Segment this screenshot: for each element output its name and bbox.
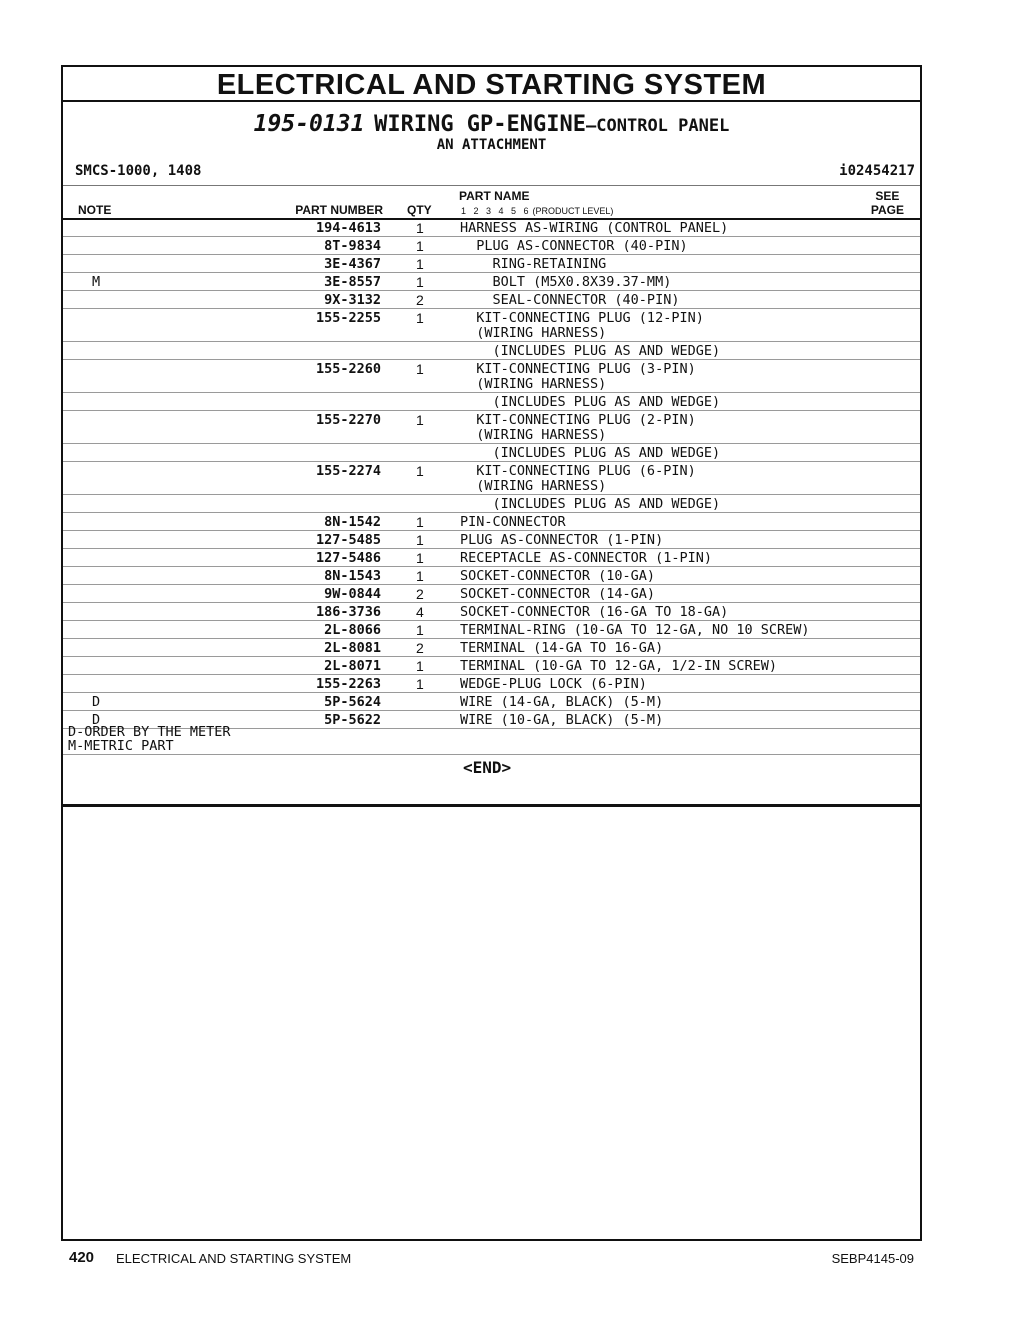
footer-section: ELECTRICAL AND STARTING SYSTEM — [116, 1251, 352, 1266]
row-qty: 1 — [416, 220, 424, 236]
row-part-number: 155-2260 — [315, 361, 381, 377]
part-name-line: WIRE (14-GA, BLACK) (5-M) — [460, 694, 664, 710]
part-name-line: SOCKET-CONNECTOR (14-GA) — [460, 586, 656, 602]
part-name-line: (WIRING HARNESS) — [460, 376, 607, 392]
row-part-name — [460, 413, 696, 443]
row-note: M — [92, 274, 101, 290]
row-qty: 1 — [416, 532, 424, 548]
table-row — [63, 675, 920, 693]
row-qty: 1 — [416, 622, 424, 638]
table-row — [63, 495, 920, 513]
row-part-name — [460, 344, 720, 359]
part-name-line: PLUG AS-CONNECTOR (40-PIN) — [460, 238, 688, 254]
row-qty: 1 — [416, 310, 424, 326]
row-qty: 4 — [416, 604, 424, 620]
row-part-name — [460, 293, 679, 308]
row-part-name — [460, 623, 810, 638]
row-note: D — [92, 694, 101, 710]
row-part-number: 155-2274 — [315, 463, 381, 479]
row-part-name — [460, 659, 777, 674]
table-row — [63, 360, 920, 393]
level-numbers: 1 2 3 4 5 6 — [461, 206, 529, 216]
table-row — [63, 342, 920, 360]
row-part-name — [460, 362, 696, 392]
table-row — [63, 462, 920, 495]
row-qty: 1 — [416, 550, 424, 566]
part-name-line: RECEPTACLE AS-CONNECTOR (1-PIN) — [460, 550, 712, 566]
row-qty: 2 — [416, 292, 424, 308]
part-name-line: PLUG AS-CONNECTOR (1-PIN) — [460, 532, 664, 548]
row-qty: 1 — [416, 412, 424, 428]
row-part-name — [460, 605, 728, 620]
row-qty: 1 — [416, 463, 424, 479]
table-row — [63, 291, 920, 309]
row-part-name — [460, 587, 655, 602]
end-marker: <END> — [463, 758, 512, 777]
row-part-name — [460, 515, 566, 530]
part-name-line: (INCLUDES PLUG AS AND WEDGE) — [460, 394, 721, 410]
part-name-line: KIT-CONNECTING PLUG (6-PIN) — [460, 463, 696, 479]
group-name-sub: CONTROL PANEL — [596, 116, 730, 136]
table-row — [63, 693, 920, 711]
row-qty: 1 — [416, 274, 424, 290]
row-part-number: 5P-5622 — [324, 712, 381, 728]
row-qty: 2 — [416, 586, 424, 602]
part-name-line: (INCLUDES PLUG AS AND WEDGE) — [460, 496, 721, 512]
row-part-number: 155-2270 — [315, 412, 381, 428]
row-part-number: 155-2255 — [315, 310, 381, 326]
group-name-dash: — — [586, 116, 597, 136]
row-qty: 1 — [416, 658, 424, 674]
table-row — [63, 639, 920, 657]
row-part-name — [460, 497, 720, 512]
row-qty: 1 — [416, 361, 424, 377]
document-number: SEBP4145-09 — [831, 1251, 914, 1266]
row-part-number: 3E-8557 — [324, 274, 381, 290]
row-part-name — [460, 395, 720, 410]
part-name-line: HARNESS AS-WIRING (CONTROL PANEL) — [460, 220, 729, 236]
table-row — [63, 621, 920, 639]
page-label: PAGE — [870, 203, 904, 217]
row-part-number: 9X-3132 — [324, 292, 381, 308]
row-part-name — [460, 275, 671, 290]
table-row — [63, 237, 920, 255]
row-part-name — [460, 551, 712, 566]
part-name-line: SOCKET-CONNECTOR (10-GA) — [460, 568, 656, 584]
column-levels — [461, 206, 613, 216]
row-part-name — [460, 257, 606, 272]
part-name-line: (INCLUDES PLUG AS AND WEDGE) — [460, 445, 721, 461]
part-name-line: TERMINAL (10-GA TO 12-GA, 1/2-IN SCREW) — [460, 658, 777, 674]
table-row — [63, 255, 920, 273]
row-note: D — [92, 712, 101, 728]
row-part-number: 2L-8066 — [324, 622, 381, 638]
illustration-id: i02454217 — [839, 163, 915, 179]
part-name-line: (WIRING HARNESS) — [460, 478, 607, 494]
row-part-name — [460, 569, 655, 584]
table-row — [63, 219, 920, 237]
parts-table — [63, 219, 920, 729]
row-part-number: 3E-4367 — [324, 256, 381, 272]
row-qty: 1 — [416, 676, 424, 692]
part-name-line: (WIRING HARNESS) — [460, 427, 607, 443]
column-part-number: PART NUMBER — [295, 203, 383, 217]
table-row — [63, 603, 920, 621]
part-name-line: KIT-CONNECTING PLUG (12-PIN) — [460, 310, 704, 326]
part-name-line: SOCKET-CONNECTOR (16-GA TO 18-GA) — [460, 604, 729, 620]
column-part-name: PART NAME — [459, 189, 530, 203]
row-part-name — [460, 221, 728, 236]
column-qty: QTY — [407, 203, 432, 217]
row-part-name — [460, 641, 663, 656]
part-name-line: BOLT (M5X0.8X39.37-MM) — [460, 274, 672, 290]
part-name-line: WIRE (10-GA, BLACK) (5-M) — [460, 712, 664, 728]
row-part-name — [460, 695, 663, 710]
row-part-number: 5P-5624 — [324, 694, 381, 710]
row-qty: 1 — [416, 568, 424, 584]
row-part-number: 127-5485 — [315, 532, 381, 548]
column-header — [63, 185, 920, 220]
row-part-number: 2L-8081 — [324, 640, 381, 656]
part-name-line: TERMINAL-RING (10-GA TO 12-GA, NO 10 SCREW) — [460, 622, 810, 638]
row-part-number: 194-4613 — [315, 220, 381, 236]
group-number: 195-0131 — [253, 111, 365, 137]
table-row — [63, 411, 920, 444]
footnote-d: D-ORDER BY THE METER — [68, 724, 231, 740]
part-name-line: KIT-CONNECTING PLUG (3-PIN) — [460, 361, 696, 377]
part-name-line: WEDGE-PLUG LOCK (6-PIN) — [460, 676, 647, 692]
row-part-number: 186-3736 — [315, 604, 381, 620]
row-part-number: 8T-9834 — [324, 238, 381, 254]
see-label: SEE — [875, 189, 900, 203]
part-name-line: RING-RETAINING — [460, 256, 607, 272]
row-part-name — [460, 464, 696, 494]
smcs-code: SMCS-1000, 1408 — [75, 163, 202, 179]
column-see-page — [871, 189, 904, 217]
part-name-line: SEAL-CONNECTOR (40-PIN) — [460, 292, 680, 308]
section-divider — [63, 804, 920, 807]
table-row — [63, 567, 920, 585]
row-part-name — [460, 446, 720, 461]
table-row — [63, 393, 920, 411]
row-part-name — [460, 533, 663, 548]
group-name-main: WIRING GP-ENGINE — [374, 112, 587, 137]
parts-list-frame — [61, 65, 922, 1241]
row-part-number: 127-5486 — [315, 550, 381, 566]
row-part-number: 8N-1543 — [324, 568, 381, 584]
part-name-line: PIN-CONNECTOR — [460, 514, 566, 530]
group-title — [63, 111, 920, 137]
footnotes — [68, 725, 231, 753]
table-row — [63, 531, 920, 549]
row-part-number: 8N-1542 — [324, 514, 381, 530]
table-row — [63, 657, 920, 675]
footnote-m: M-METRIC PART — [68, 738, 174, 754]
part-name-line: TERMINAL (14-GA TO 16-GA) — [460, 640, 664, 656]
table-row — [63, 444, 920, 462]
row-qty: 2 — [416, 640, 424, 656]
column-note: NOTE — [78, 203, 112, 217]
row-qty: 1 — [416, 256, 424, 272]
table-row — [63, 309, 920, 342]
table-row — [63, 513, 920, 531]
row-part-number: 155-2263 — [315, 676, 381, 692]
row-part-name — [460, 239, 688, 254]
row-part-number: 2L-8071 — [324, 658, 381, 674]
attachment-label: AN ATTACHMENT — [436, 137, 547, 153]
table-row — [63, 585, 920, 603]
page-number: 420 — [69, 1249, 95, 1266]
row-qty: 1 — [416, 238, 424, 254]
part-name-line: (INCLUDES PLUG AS AND WEDGE) — [460, 343, 721, 359]
row-qty: 1 — [416, 514, 424, 530]
table-row — [63, 549, 920, 567]
row-part-number: 9W-0844 — [324, 586, 381, 602]
row-part-name — [460, 677, 647, 692]
part-name-line: KIT-CONNECTING PLUG (2-PIN) — [460, 412, 696, 428]
row-part-name — [460, 713, 663, 728]
part-name-line: (WIRING HARNESS) — [460, 325, 607, 341]
product-level-label: (PRODUCT LEVEL) — [532, 206, 614, 216]
row-part-name — [460, 311, 704, 341]
section-title: ELECTRICAL AND STARTING SYSTEM — [63, 67, 920, 102]
table-row — [63, 273, 920, 291]
footnote-divider — [63, 754, 920, 755]
